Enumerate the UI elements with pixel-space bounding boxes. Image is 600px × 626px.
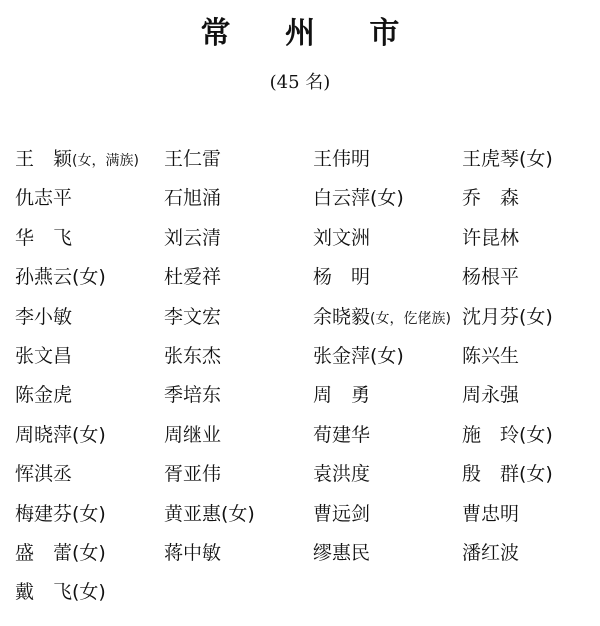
person-note: (女)	[72, 502, 106, 525]
page-title: 常 州 市	[200, 16, 422, 51]
person-name: 乔 森	[462, 187, 520, 210]
person-name: 李小敏	[15, 305, 73, 328]
person-name: 沈月芬	[462, 305, 520, 328]
list-item	[15, 341, 164, 380]
list-item	[164, 420, 313, 459]
person-note: (女)	[519, 148, 553, 170]
person-name: 恽淇丞	[15, 463, 73, 486]
person-note: (女)	[519, 305, 553, 328]
list-item	[462, 341, 595, 380]
person-note: (女)	[370, 344, 404, 367]
person-name: 戴 飞	[15, 581, 73, 604]
person-name: 仇志平	[15, 187, 73, 210]
list-item	[313, 144, 462, 183]
list-item	[313, 341, 462, 380]
person-name: 潘红波	[462, 541, 520, 564]
list-item	[462, 538, 595, 577]
list-item	[164, 262, 313, 301]
person-name: 王虎琴	[462, 148, 520, 170]
person-name: 王仁雷	[164, 148, 222, 170]
list-item	[462, 380, 595, 419]
person-name: 杨根平	[462, 266, 520, 289]
person-note: (女)	[72, 423, 106, 446]
person-name: 胥亚伟	[164, 463, 222, 486]
person-name: 石旭涌	[164, 187, 222, 210]
list-item	[313, 459, 462, 498]
person-name: 刘文洲	[313, 226, 371, 249]
list-item	[15, 183, 164, 222]
list-item	[15, 223, 164, 262]
list-item	[462, 302, 595, 341]
list-item	[313, 420, 462, 459]
person-name: 缪惠民	[313, 541, 371, 564]
person-note: (女)	[72, 266, 106, 289]
list-item	[462, 499, 595, 538]
list-item	[313, 538, 462, 577]
person-name: 季培东	[164, 384, 222, 407]
person-name: 白云萍	[313, 187, 371, 210]
person-name: 周 勇	[313, 384, 371, 407]
list-item	[164, 144, 313, 183]
list-item	[313, 302, 462, 341]
person-name: 殷 群	[462, 463, 520, 486]
person-name: 王伟明	[313, 148, 371, 170]
person-name: 周永强	[462, 384, 520, 407]
person-name: 梅建芬	[15, 502, 73, 525]
list-item	[15, 262, 164, 301]
person-note: (女，满族)	[72, 153, 139, 169]
list-item	[15, 302, 164, 341]
list-item	[462, 420, 595, 459]
person-name: 李文宏	[164, 305, 222, 328]
person-name: 袁洪度	[313, 463, 371, 486]
list-item	[15, 538, 164, 577]
person-note: (女)	[221, 502, 255, 525]
list-item	[313, 262, 462, 301]
person-name: 余晓毅	[313, 305, 371, 328]
list-item	[15, 144, 164, 183]
person-name: 王 颖	[15, 148, 73, 170]
person-note: (女)	[370, 187, 404, 210]
list-item	[313, 499, 462, 538]
person-name: 杨 明	[313, 266, 371, 289]
person-name: 孙燕云	[15, 266, 73, 289]
list-item	[164, 302, 313, 341]
list-item	[15, 499, 164, 538]
person-name: 张东杰	[164, 344, 222, 367]
person-note: (女)	[72, 581, 106, 604]
person-note: (女)	[519, 463, 553, 486]
name-list	[15, 144, 595, 617]
person-name: 张金萍	[313, 344, 371, 367]
person-name: 周晓萍	[15, 423, 73, 446]
person-name: 曹远剑	[313, 502, 371, 525]
list-item	[164, 341, 313, 380]
person-name: 施 玲	[462, 423, 520, 446]
list-item	[462, 223, 595, 262]
person-name: 张文昌	[15, 344, 73, 367]
person-note: (女)	[72, 541, 106, 564]
person-name: 黄亚惠	[164, 502, 222, 525]
list-item	[15, 380, 164, 419]
person-name: 曹忠明	[462, 502, 520, 525]
list-item	[313, 183, 462, 222]
person-name: 华 飞	[15, 226, 73, 249]
person-name: 陈兴生	[462, 344, 520, 367]
list-item	[164, 223, 313, 262]
list-item	[164, 459, 313, 498]
person-name: 刘云清	[164, 226, 222, 249]
person-note: (女)	[519, 423, 553, 446]
person-name: 荀建华	[313, 423, 371, 446]
person-name: 盛 蕾	[15, 541, 73, 564]
list-item	[15, 577, 164, 616]
list-item	[313, 380, 462, 419]
list-item	[462, 144, 595, 183]
person-name: 蒋中敏	[164, 541, 222, 564]
list-item	[462, 183, 595, 222]
list-item	[15, 420, 164, 459]
member-count: (45 名)	[269, 72, 331, 93]
person-name: 周继业	[164, 423, 222, 446]
list-item	[164, 380, 313, 419]
person-name: 许昆林	[462, 226, 520, 249]
list-item	[462, 262, 595, 301]
list-item	[462, 459, 595, 498]
person-name: 杜爱祥	[164, 266, 222, 289]
list-item	[164, 183, 313, 222]
list-item	[15, 459, 164, 498]
list-item	[313, 223, 462, 262]
list-item	[164, 499, 313, 538]
list-item	[164, 538, 313, 577]
person-name: 陈金虎	[15, 384, 73, 407]
person-note: (女，仡佬族)	[370, 310, 451, 327]
